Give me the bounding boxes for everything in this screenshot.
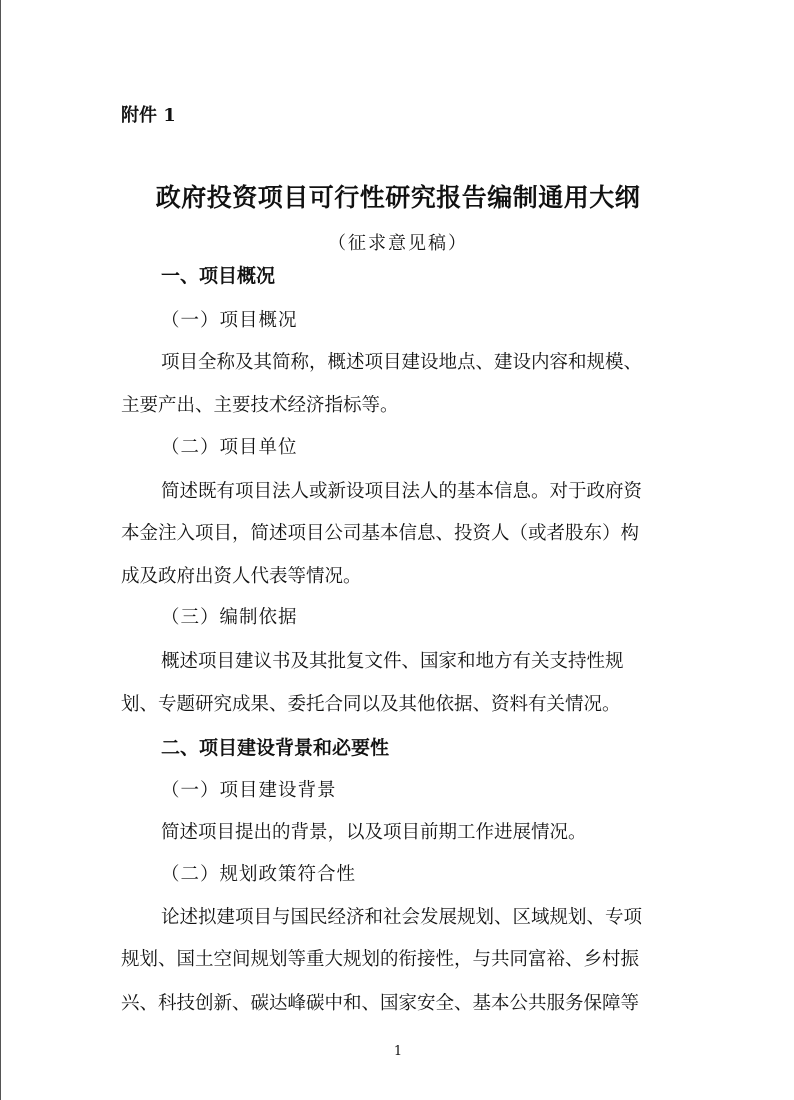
paragraph-line: 成及政府出资人代表等情况。 [121, 566, 362, 587]
paragraph-line: 论述拟建项目与国民经济和社会发展规划、区域规划、专项 [161, 907, 643, 928]
subsection-heading: （一）项目建设背景 [161, 780, 337, 801]
section-heading: 二、项目建设背景和必要性 [161, 737, 390, 759]
paragraph-line: 兴、科技创新、碳达峰碳中和、国家安全、基本公共服务保障等 [121, 993, 640, 1014]
document-title: 政府投资项目可行性研究报告编制通用大纲 [155, 183, 641, 212]
paragraph-line: 本金注入项目，简述项目公司基本信息、投资人（或者股东）构 [121, 523, 640, 544]
paragraph-line: 主要产出、主要技术经济指标等。 [121, 395, 399, 416]
paragraph-line: 概述项目建议书及其批复文件、国家和地方有关支持性规 [161, 651, 624, 672]
paragraph-line: 简述既有项目法人或新设项目法人的基本信息。对于政府资 [161, 481, 643, 502]
document-subtitle: （征求意见稿） [328, 233, 468, 254]
subsection-heading: （二）项目单位 [161, 437, 298, 458]
subsection-heading: （一）项目概况 [161, 310, 298, 331]
section-heading: 一、项目概况 [161, 265, 276, 287]
subsection-heading: （二）规划政策符合性 [161, 864, 357, 885]
paragraph-line: 项目全称及其简称，概述项目建设地点、建设内容和规模、 [161, 352, 643, 373]
page-number: 1 [393, 1044, 403, 1059]
paragraph-line: 规划、国土空间规划等重大规划的衔接性，与共同富裕、乡村振 [121, 949, 640, 970]
paragraph-line: 简述项目提出的背景，以及项目前期工作进展情况。 [161, 822, 587, 843]
paragraph-line: 划、专题研究成果、委托合同以及其他依据、资料有关情况。 [121, 694, 621, 715]
attachment-label: 附件 1 [121, 105, 176, 126]
subsection-heading: （三）编制依据 [161, 607, 298, 628]
